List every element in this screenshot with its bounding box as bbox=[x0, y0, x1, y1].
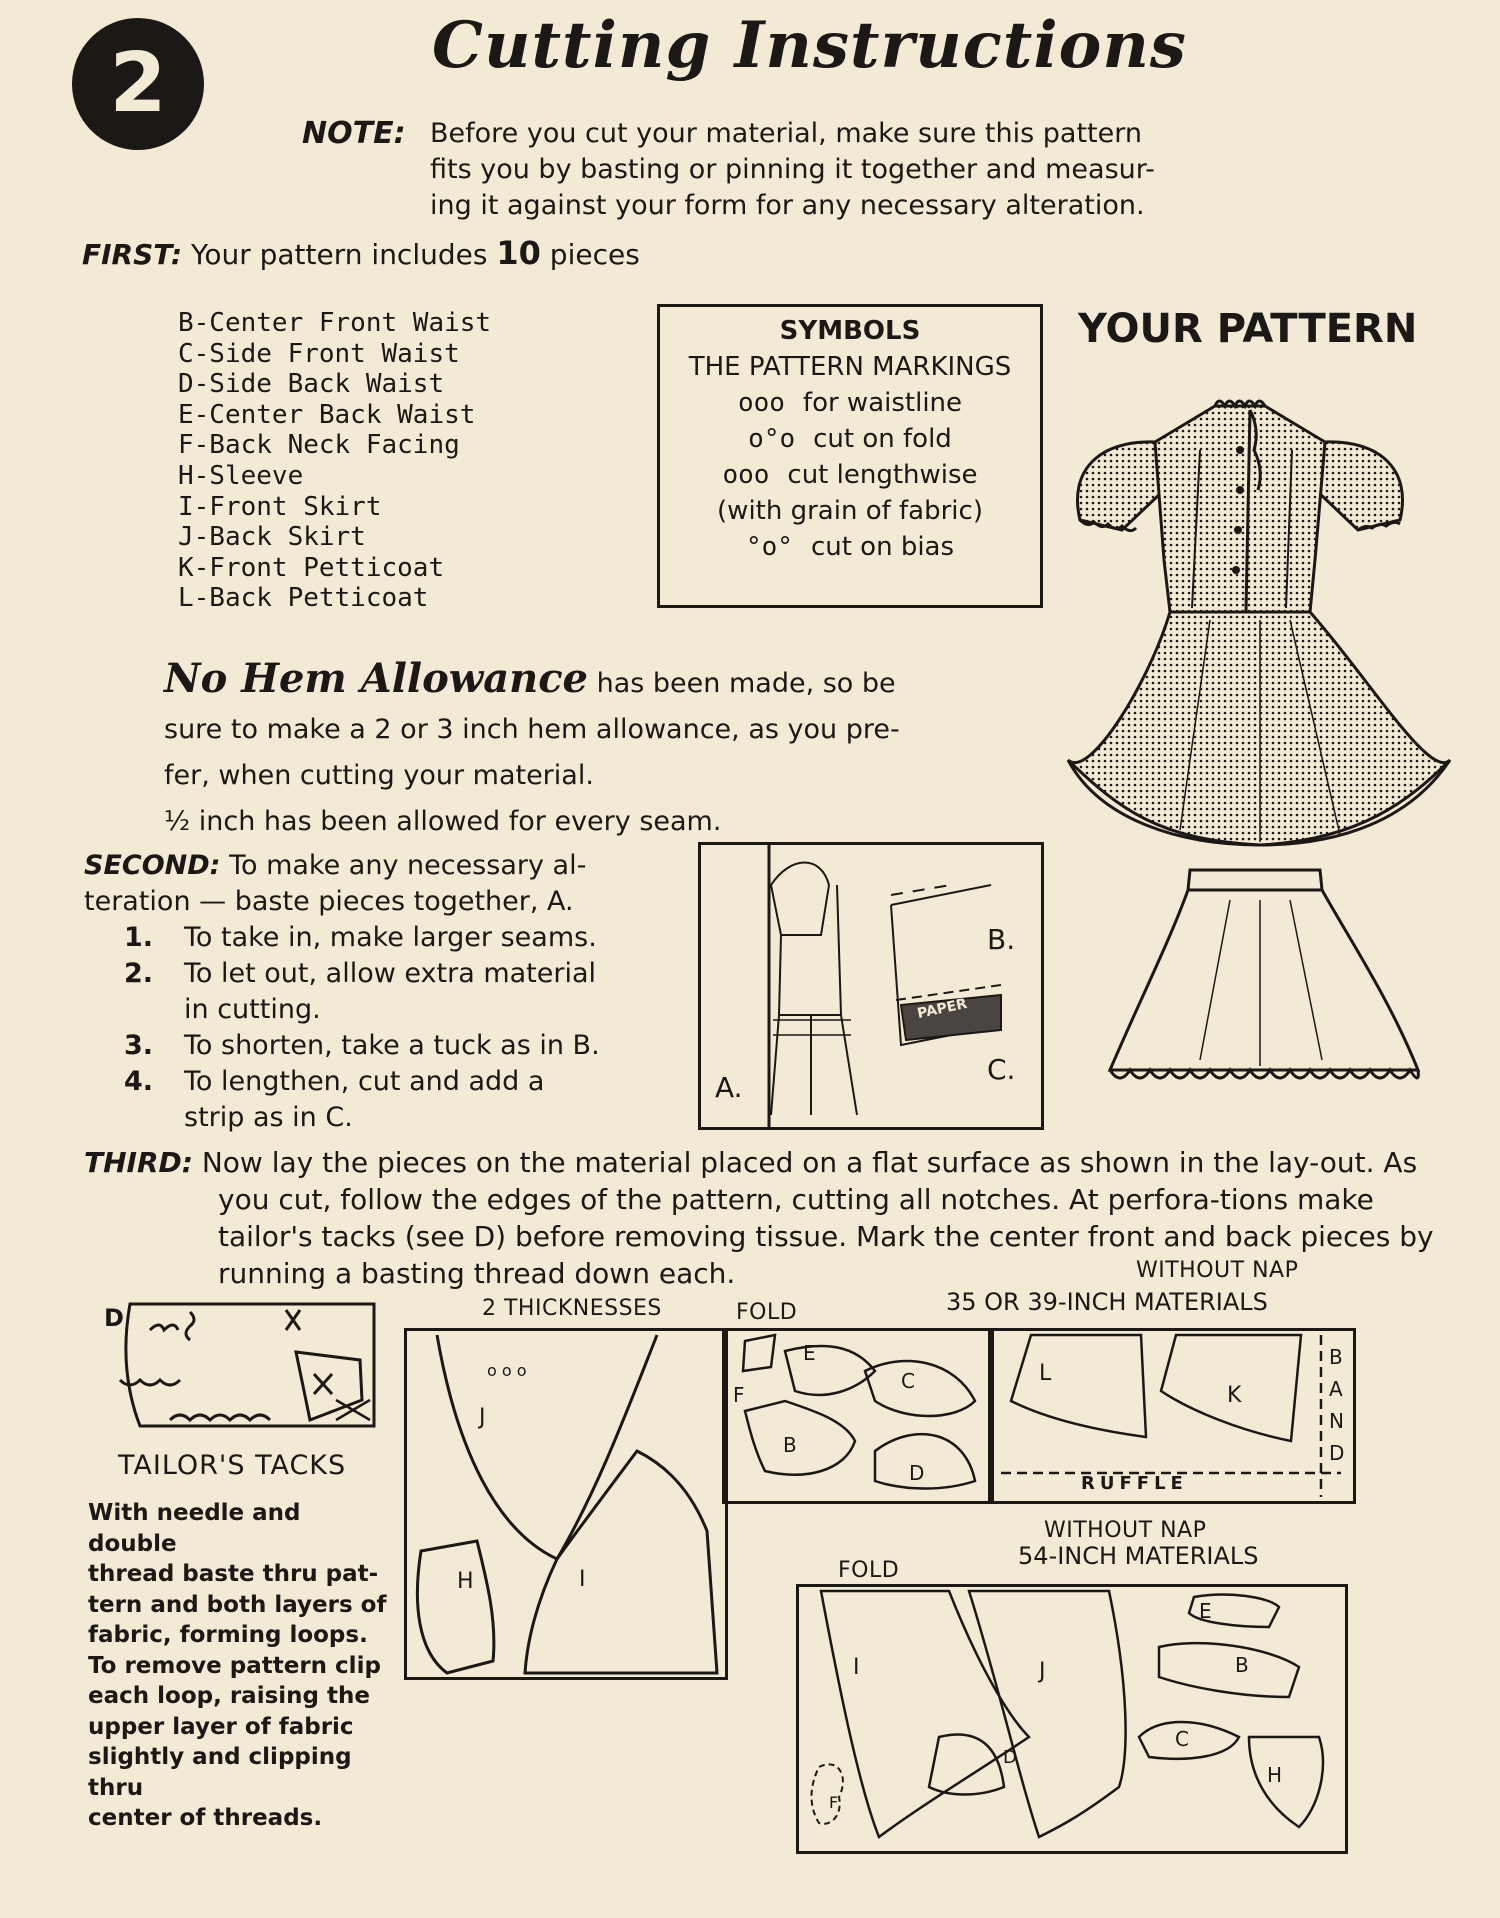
piece-label-c: C bbox=[1175, 1727, 1189, 1751]
hem-title: No Hem Allowance bbox=[164, 655, 589, 702]
symbols-subtitle: THE PATTERN MARKINGS bbox=[688, 352, 1012, 382]
list-item: D-Side Back Waist bbox=[178, 369, 445, 400]
first-section bbox=[82, 234, 640, 272]
symbol-text: cut on fold bbox=[813, 424, 952, 454]
symbol-row bbox=[660, 385, 1040, 421]
tailors-tacks-line: slightly and clipping thru bbox=[88, 1744, 352, 1801]
figure-label-paper: PAPER bbox=[915, 995, 969, 1023]
alteration-steps bbox=[84, 920, 684, 1136]
symbol-text: cut lengthwise bbox=[787, 460, 978, 490]
piece-label-d: D bbox=[1003, 1747, 1017, 1768]
piece-label-i: I bbox=[579, 1567, 586, 1592]
hem-line: sure to make a 2 or 3 inch hem allowance, as you pre- bbox=[164, 714, 900, 745]
symbol-text: (with grain of fabric) bbox=[717, 496, 983, 526]
symbol-mark: ooo bbox=[722, 460, 770, 490]
symbol-text: for waistline bbox=[802, 388, 963, 418]
piece-label-k: K bbox=[1227, 1383, 1242, 1408]
piece-label-j: J bbox=[479, 1405, 486, 1430]
layout-35-mid-drawing bbox=[725, 1331, 991, 1501]
piece-label-e: E bbox=[1199, 1599, 1212, 1623]
third-text: Now lay the pieces on the material placed on a flat surface as shown in the lay-out. As you cut, follow the edges of the pattern, cutting all notches. At perfora-tions make tailor's tacks (see D) before removing tissue. Mark the center front and back pieces by running a basting thread down each. bbox=[201, 1146, 1434, 1290]
fold-label-35: FOLD bbox=[736, 1300, 798, 1325]
second-intro: To make any necessary al- bbox=[229, 850, 587, 881]
step-number-badge: 2 bbox=[72, 18, 204, 150]
nap-label-35: WITHOUT NAP bbox=[1136, 1258, 1299, 1283]
symbols-title: SYMBOLS bbox=[779, 316, 921, 346]
piece-count: 10 bbox=[496, 234, 541, 272]
piece-label-j: J bbox=[1039, 1659, 1046, 1684]
tailors-tacks-line: With needle and double bbox=[88, 1500, 301, 1557]
piece-label-l: L bbox=[1039, 1361, 1052, 1386]
layout-54-drawing bbox=[799, 1587, 1345, 1851]
figure-label-d: D bbox=[104, 1304, 124, 1332]
piece-label-h: H bbox=[1267, 1763, 1283, 1787]
symbol-row bbox=[660, 529, 1040, 565]
materials-label-35: 35 OR 39-INCH MATERIALS bbox=[946, 1288, 1268, 1316]
list-item: E-Center Back Waist bbox=[178, 399, 476, 430]
piece-label-h: H bbox=[457, 1569, 474, 1594]
symbol-mark: °o° bbox=[745, 532, 793, 562]
tailors-tacks-line: thread baste thru pat- bbox=[88, 1561, 379, 1587]
symbol-row bbox=[660, 457, 1040, 493]
tailors-tacks-title: TAILOR'S TACKS bbox=[118, 1450, 347, 1481]
second-label: SECOND: bbox=[84, 850, 221, 881]
layout-35-left-drawing bbox=[407, 1331, 725, 1677]
your-pattern-heading: YOUR PATTERN bbox=[1078, 306, 1418, 352]
first-text-after: pieces bbox=[549, 238, 640, 271]
tailors-tacks-figure bbox=[100, 1300, 378, 1432]
note-line: Before you cut your material, make sure this pattern bbox=[430, 118, 1142, 149]
tailors-tacks-drawing bbox=[100, 1300, 378, 1432]
dress-illustration bbox=[1060, 380, 1460, 1100]
second-section bbox=[84, 848, 684, 1136]
hem-line: ½ inch has been allowed for every seam. bbox=[164, 806, 722, 837]
tailors-tacks-text bbox=[88, 1498, 394, 1834]
list-item: I-Front Skirt bbox=[178, 491, 382, 522]
ruffle-label: RUFFLE bbox=[1081, 1473, 1188, 1494]
piece-label-e: E bbox=[803, 1341, 816, 1365]
tailors-tacks-line: upper layer of fabric bbox=[88, 1713, 354, 1740]
nap-label-54: WITHOUT NAP bbox=[1044, 1518, 1207, 1543]
tailors-tacks-line: fabric, forming loops. bbox=[88, 1622, 368, 1648]
note-line: fits you by basting or pinning it together and measur- bbox=[430, 154, 1155, 185]
tailors-tacks-line: tern and both layers of bbox=[88, 1591, 387, 1618]
list-item: 4. To lengthen, cut and add a strip as in C. bbox=[124, 1066, 545, 1133]
layout-35-two-thicknesses bbox=[404, 1328, 728, 1680]
list-item: 2. To let out, allow extra material in cutting. bbox=[124, 958, 597, 1025]
list-item: L-Back Petticoat bbox=[178, 583, 429, 614]
note-label: NOTE: bbox=[302, 116, 406, 151]
third-label: THIRD: bbox=[84, 1146, 193, 1179]
tailors-tacks-line: center of threads. bbox=[88, 1805, 323, 1831]
thicknesses-label: 2 THICKNESSES bbox=[482, 1296, 662, 1321]
symbol-text: cut on bias bbox=[810, 532, 955, 562]
list-item: H-Sleeve bbox=[178, 460, 304, 491]
piece-label-d: D bbox=[909, 1461, 925, 1485]
second-intro: teration — baste pieces together, A. bbox=[84, 886, 574, 917]
list-item: K-Front Petticoat bbox=[178, 552, 445, 583]
first-text-before: Your pattern includes bbox=[190, 238, 488, 271]
page-title: Cutting Instructions bbox=[432, 8, 1187, 83]
note-text bbox=[430, 116, 1230, 224]
piece-label-f: F bbox=[829, 1793, 839, 1812]
list-item: J-Back Skirt bbox=[178, 522, 366, 553]
tailors-tacks-line: each loop, raising the bbox=[88, 1683, 370, 1709]
piece-label-b: B bbox=[783, 1433, 797, 1457]
symbol-row bbox=[660, 493, 1040, 529]
hem-allowance-section bbox=[164, 656, 964, 845]
symbol-mark: o°o bbox=[748, 424, 796, 454]
first-label: FIRST: bbox=[82, 238, 183, 271]
materials-label-54: 54-INCH MATERIALS bbox=[1018, 1542, 1259, 1570]
list-item: C-Side Front Waist bbox=[178, 338, 460, 369]
fold-label-54: FOLD bbox=[838, 1558, 900, 1583]
pattern-pieces-list bbox=[178, 308, 491, 614]
symbol-mark: ooo bbox=[737, 388, 785, 418]
note-line: ing it against your form for any necessary alteration. bbox=[430, 190, 1145, 221]
band-label: BAND bbox=[1329, 1345, 1345, 1465]
list-item: 3. To shorten, take a tuck as in B. bbox=[124, 1030, 600, 1061]
figure-label-b: B. bbox=[987, 923, 1016, 956]
hem-line: fer, when cutting your material. bbox=[164, 760, 594, 791]
piece-label-f: F bbox=[733, 1383, 745, 1407]
hem-line: has been made, so be bbox=[596, 668, 896, 699]
layout-35-petticoat bbox=[988, 1328, 1356, 1504]
figure-label-a: A. bbox=[715, 1071, 743, 1104]
list-item: 1. To take in, make larger seams. bbox=[124, 922, 597, 953]
alteration-figure bbox=[698, 842, 1044, 1130]
list-item: F-Back Neck Facing bbox=[178, 430, 460, 461]
layout-54 bbox=[796, 1584, 1348, 1854]
piece-label-b: B bbox=[1235, 1653, 1249, 1677]
perforation-mark: o o o bbox=[487, 1361, 527, 1380]
symbol-row bbox=[660, 421, 1040, 457]
list-item: B-Center Front Waist bbox=[178, 308, 492, 338]
tailors-tacks-line: To remove pattern clip bbox=[88, 1652, 381, 1679]
piece-label-i: I bbox=[853, 1655, 860, 1680]
piece-label-c: C bbox=[901, 1369, 915, 1393]
symbols-box bbox=[657, 304, 1043, 608]
figure-label-c: C. bbox=[987, 1053, 1016, 1086]
layout-35-fold bbox=[722, 1328, 994, 1504]
